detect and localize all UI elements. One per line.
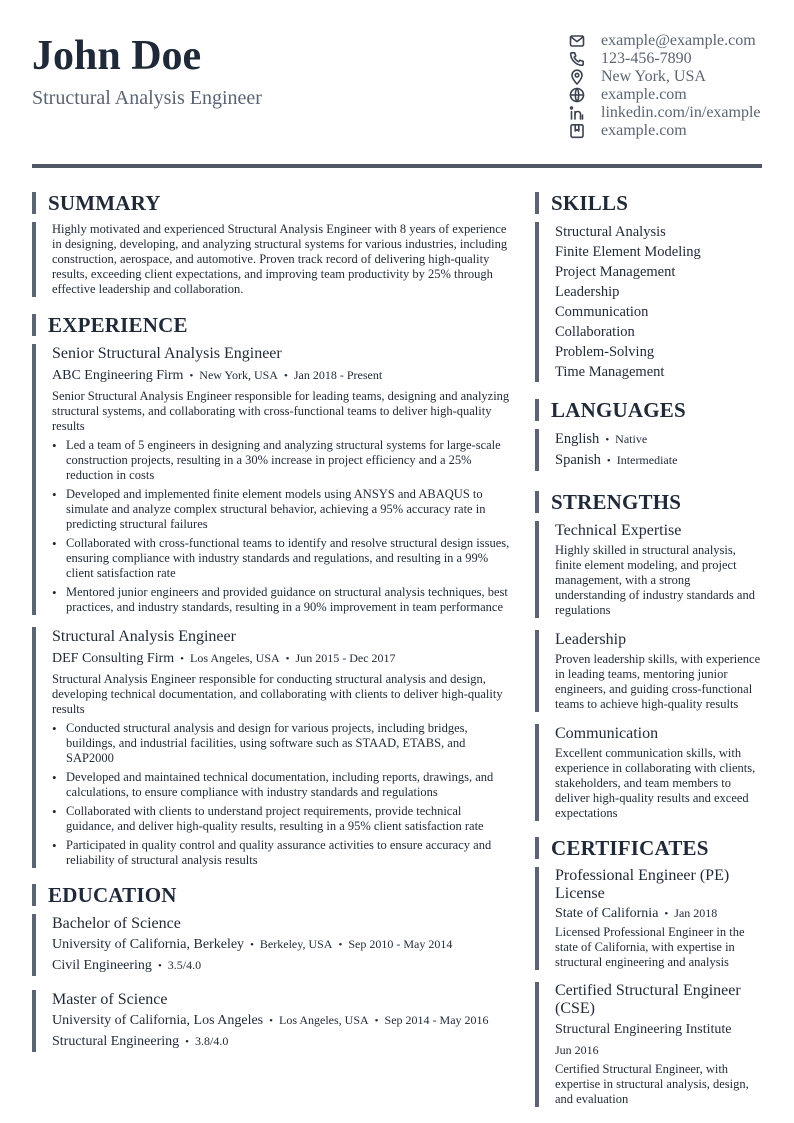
certificate-title: Professional Engineer (PE) License	[555, 867, 730, 902]
edu-gpa: 3.8/4.0	[195, 1034, 229, 1048]
job-bullet: • Conducted structural analysis and design for various projects, including bridges, buildings, and industrial facilities, using software such as STAAD, ETABS, and SAP2000	[52, 721, 512, 766]
job-dates: Jan 2018 - Present	[293, 368, 383, 382]
job-title: Structural Analysis Engineer	[52, 628, 236, 645]
job-entry	[32, 344, 512, 615]
job-bullets	[52, 438, 512, 615]
job-meta: ABC Engineering Firm • New York, USA • Jan 2018 - Present	[52, 368, 383, 383]
linkedin-icon	[569, 105, 585, 121]
job-bullet: • Collaborated with clients to understand project requirements, provide technical guidance, and deliver high-quality results, resulting in a 95% client satisfaction rate	[52, 804, 512, 834]
strengths-heading: STRENGTHS	[535, 491, 763, 513]
strength-text: Proven leadership skills, with experience in leading teams, mentoring junior engineers, and guiding cross-functional teams to achieve high-quality results	[555, 652, 761, 711]
certificate-date: Jun 2016	[555, 1043, 599, 1057]
contact-list	[569, 32, 762, 140]
summary-heading: SUMMARY	[32, 192, 512, 214]
education-entry	[32, 990, 512, 1052]
skill-item: Leadership	[555, 284, 620, 300]
strength-entry	[535, 521, 763, 618]
edu-location: Los Angeles, USA	[279, 1013, 369, 1027]
contact-website-text[interactable]: example.com	[601, 86, 687, 103]
job-company: ABC Engineering Firm	[52, 368, 184, 383]
education-entry	[32, 914, 512, 976]
job-location: New York, USA	[199, 368, 278, 382]
job-dates: Jun 2015 - Dec 2017	[295, 651, 396, 665]
language-level: Intermediate	[616, 453, 678, 467]
job-bullet: • Led a team of 5 engineers in designing and analyzing structural systems for large-scale construction projects, resulting in a 30% increase in project efficiency and a 25% reduction in costs	[52, 438, 512, 483]
experience-heading: EXPERIENCE	[32, 314, 512, 336]
skill-item: Collaboration	[555, 324, 635, 340]
job-bullet: • Developed and maintained technical documentation, including reports, drawings, and calculations, to ensure compliance with industry standards and regulations	[52, 770, 512, 800]
certificate-entry	[535, 867, 763, 970]
phone-icon	[569, 51, 585, 67]
job-bullet: • Mentored junior engineers and provided guidance on structural analysis techniques, best practices, and industry standards, resulting in a 90% improvement in team performance	[52, 585, 512, 615]
strength-text: Excellent communication skills, with experience in collaborating with clients, stakeholders, and team members to deliver high-quality results and exceed expectations	[555, 746, 756, 820]
contact-location-text: New York, USA	[601, 68, 706, 85]
certificate-entry	[535, 982, 763, 1107]
certificate-date: Jan 2018	[674, 906, 718, 920]
job-entry	[32, 627, 512, 868]
job-bullet: • Collaborated with cross-functional teams to identify and resolve structural design issues, ensuring compliance with industry standards and regulations, and resulting in a 99% client satisfaction rate	[52, 536, 512, 581]
edu-meta: University of California, Los Angeles • Los Angeles, USA • Sep 2014 - May 2016	[52, 1013, 489, 1028]
skill-item: Communication	[555, 304, 649, 320]
certificates-heading: CERTIFICATES	[535, 837, 763, 859]
candidate-title: Structural Analysis Engineer	[32, 87, 262, 109]
languages-heading: LANGUAGES	[535, 399, 763, 421]
contact-linkedin[interactable]	[569, 104, 762, 122]
job-meta: DEF Consulting Firm • Los Angeles, USA • Jun 2015 - Dec 2017	[52, 651, 396, 666]
education-heading: EDUCATION	[32, 884, 512, 906]
certificate-meta: State of California • Jan 2018	[555, 906, 718, 921]
certificate-text: Licensed Professional Engineer in the state of California, with expertise in structural engineering and analysis	[555, 925, 745, 969]
edu-field: Structural Engineering	[52, 1034, 180, 1049]
job-company: DEF Consulting Firm	[52, 651, 175, 666]
contact-portfolio-text[interactable]: example.com	[601, 122, 687, 139]
language-name: Spanish	[555, 452, 601, 468]
globe-icon	[569, 87, 585, 103]
strength-text: Highly skilled in structural analysis, finite element modeling, and project management, with a strong understanding of industry standards and regulations	[555, 543, 755, 617]
skill-item: Finite Element Modeling	[555, 244, 701, 260]
edu-degree: Bachelor of Science	[52, 915, 181, 932]
contact-portfolio[interactable]	[569, 122, 762, 140]
header-divider	[32, 164, 762, 168]
contact-website[interactable]	[569, 86, 762, 104]
language-item: English • Native	[555, 431, 648, 447]
edu-dates: Sep 2010 - May 2014	[348, 937, 453, 951]
mail-icon	[569, 33, 585, 49]
skills-heading: SKILLS	[535, 192, 763, 214]
strength-title: Communication	[555, 725, 659, 742]
contact-location	[569, 68, 762, 86]
edu-field: Civil Engineering	[52, 958, 152, 973]
resume-header	[32, 0, 762, 168]
contact-email[interactable]	[569, 32, 762, 50]
language-item: Spanish • Intermediate	[555, 452, 678, 468]
strength-title: Leadership	[555, 631, 627, 648]
skills-section	[535, 222, 763, 382]
job-bullet: • Developed and implemented finite element models using ANSYS and ABAQUS to simulate and analyze complex structural behavior, achieving a 95% accuracy rate in predicting structural failures	[52, 487, 512, 532]
edu-meta: University of California, Berkeley • Berkeley, USA • Sep 2010 - May 2014	[52, 937, 453, 952]
skill-item: Structural Analysis	[555, 224, 666, 240]
main-column	[32, 192, 512, 1052]
job-location: Los Angeles, USA	[190, 651, 280, 665]
edu-dates: Sep 2014 - May 2016	[384, 1013, 489, 1027]
job-description: Senior Structural Analysis Engineer responsible for leading teams, designing and analyzing structural systems, and collaborating with cross-functional teams to deliver high-quality results	[52, 389, 510, 433]
certificate-issuer: State of California	[555, 906, 659, 921]
edu-location: Berkeley, USA	[259, 937, 333, 951]
edu-field-row: Structural Engineering • 3.8/4.0	[52, 1034, 229, 1049]
summary-text: Highly motivated and experienced Structural Analysis Engineer with 8 years of experience in designing, developing, and analyzing structural systems for various industries, including construction, aerospace, and automotive. Proven track record of delivering high-quality results, exceeding client expectations, and improving team productivity by 25% through effective leadership and collaboration.	[52, 222, 508, 296]
edu-school: University of California, Berkeley	[52, 937, 245, 952]
job-bullets	[52, 721, 512, 868]
edu-degree: Master of Science	[52, 991, 168, 1008]
strength-title: Technical Expertise	[555, 522, 682, 539]
job-title: Senior Structural Analysis Engineer	[52, 345, 282, 362]
edu-gpa: 3.5/4.0	[167, 958, 202, 972]
contact-linkedin-text[interactable]: linkedin.com/in/example	[601, 104, 761, 121]
strength-entry	[535, 630, 763, 712]
skill-item: Problem-Solving	[555, 344, 655, 360]
summary-section	[32, 222, 512, 297]
certificate-issuer: Structural Engineering Institute	[555, 1022, 732, 1037]
certificate-text: Certified Structural Engineer, with expertise in structural analysis, design, and evaluation	[555, 1062, 749, 1106]
candidate-name: John Doe	[32, 33, 202, 79]
bookmark-icon	[569, 123, 585, 139]
edu-field-row: Civil Engineering • 3.5/4.0	[52, 958, 202, 973]
side-column	[535, 192, 763, 1107]
job-bullet: • Participated in quality control and quality assurance activities to ensure accuracy and reliability of structural analysis results	[52, 838, 512, 868]
strength-entry	[535, 724, 763, 821]
contact-email-text[interactable]: example@example.com	[601, 32, 756, 49]
skill-item: Project Management	[555, 264, 676, 280]
edu-school: University of California, Los Angeles	[52, 1013, 264, 1028]
certificate-title: Certified Structural Engineer (CSE)	[555, 982, 741, 1017]
location-icon	[569, 69, 585, 85]
job-description: Structural Analysis Engineer responsible for conducting structural analysis and design, developing technical documentation, and collaborating with clients to deliver high-quality results	[52, 672, 503, 716]
contact-phone[interactable]	[569, 50, 762, 68]
skill-item: Time Management	[555, 364, 665, 380]
contact-phone-text[interactable]: 123-456-7890	[601, 50, 692, 67]
language-level: Native	[615, 432, 648, 446]
languages-section	[535, 429, 763, 471]
language-name: English	[555, 431, 600, 447]
